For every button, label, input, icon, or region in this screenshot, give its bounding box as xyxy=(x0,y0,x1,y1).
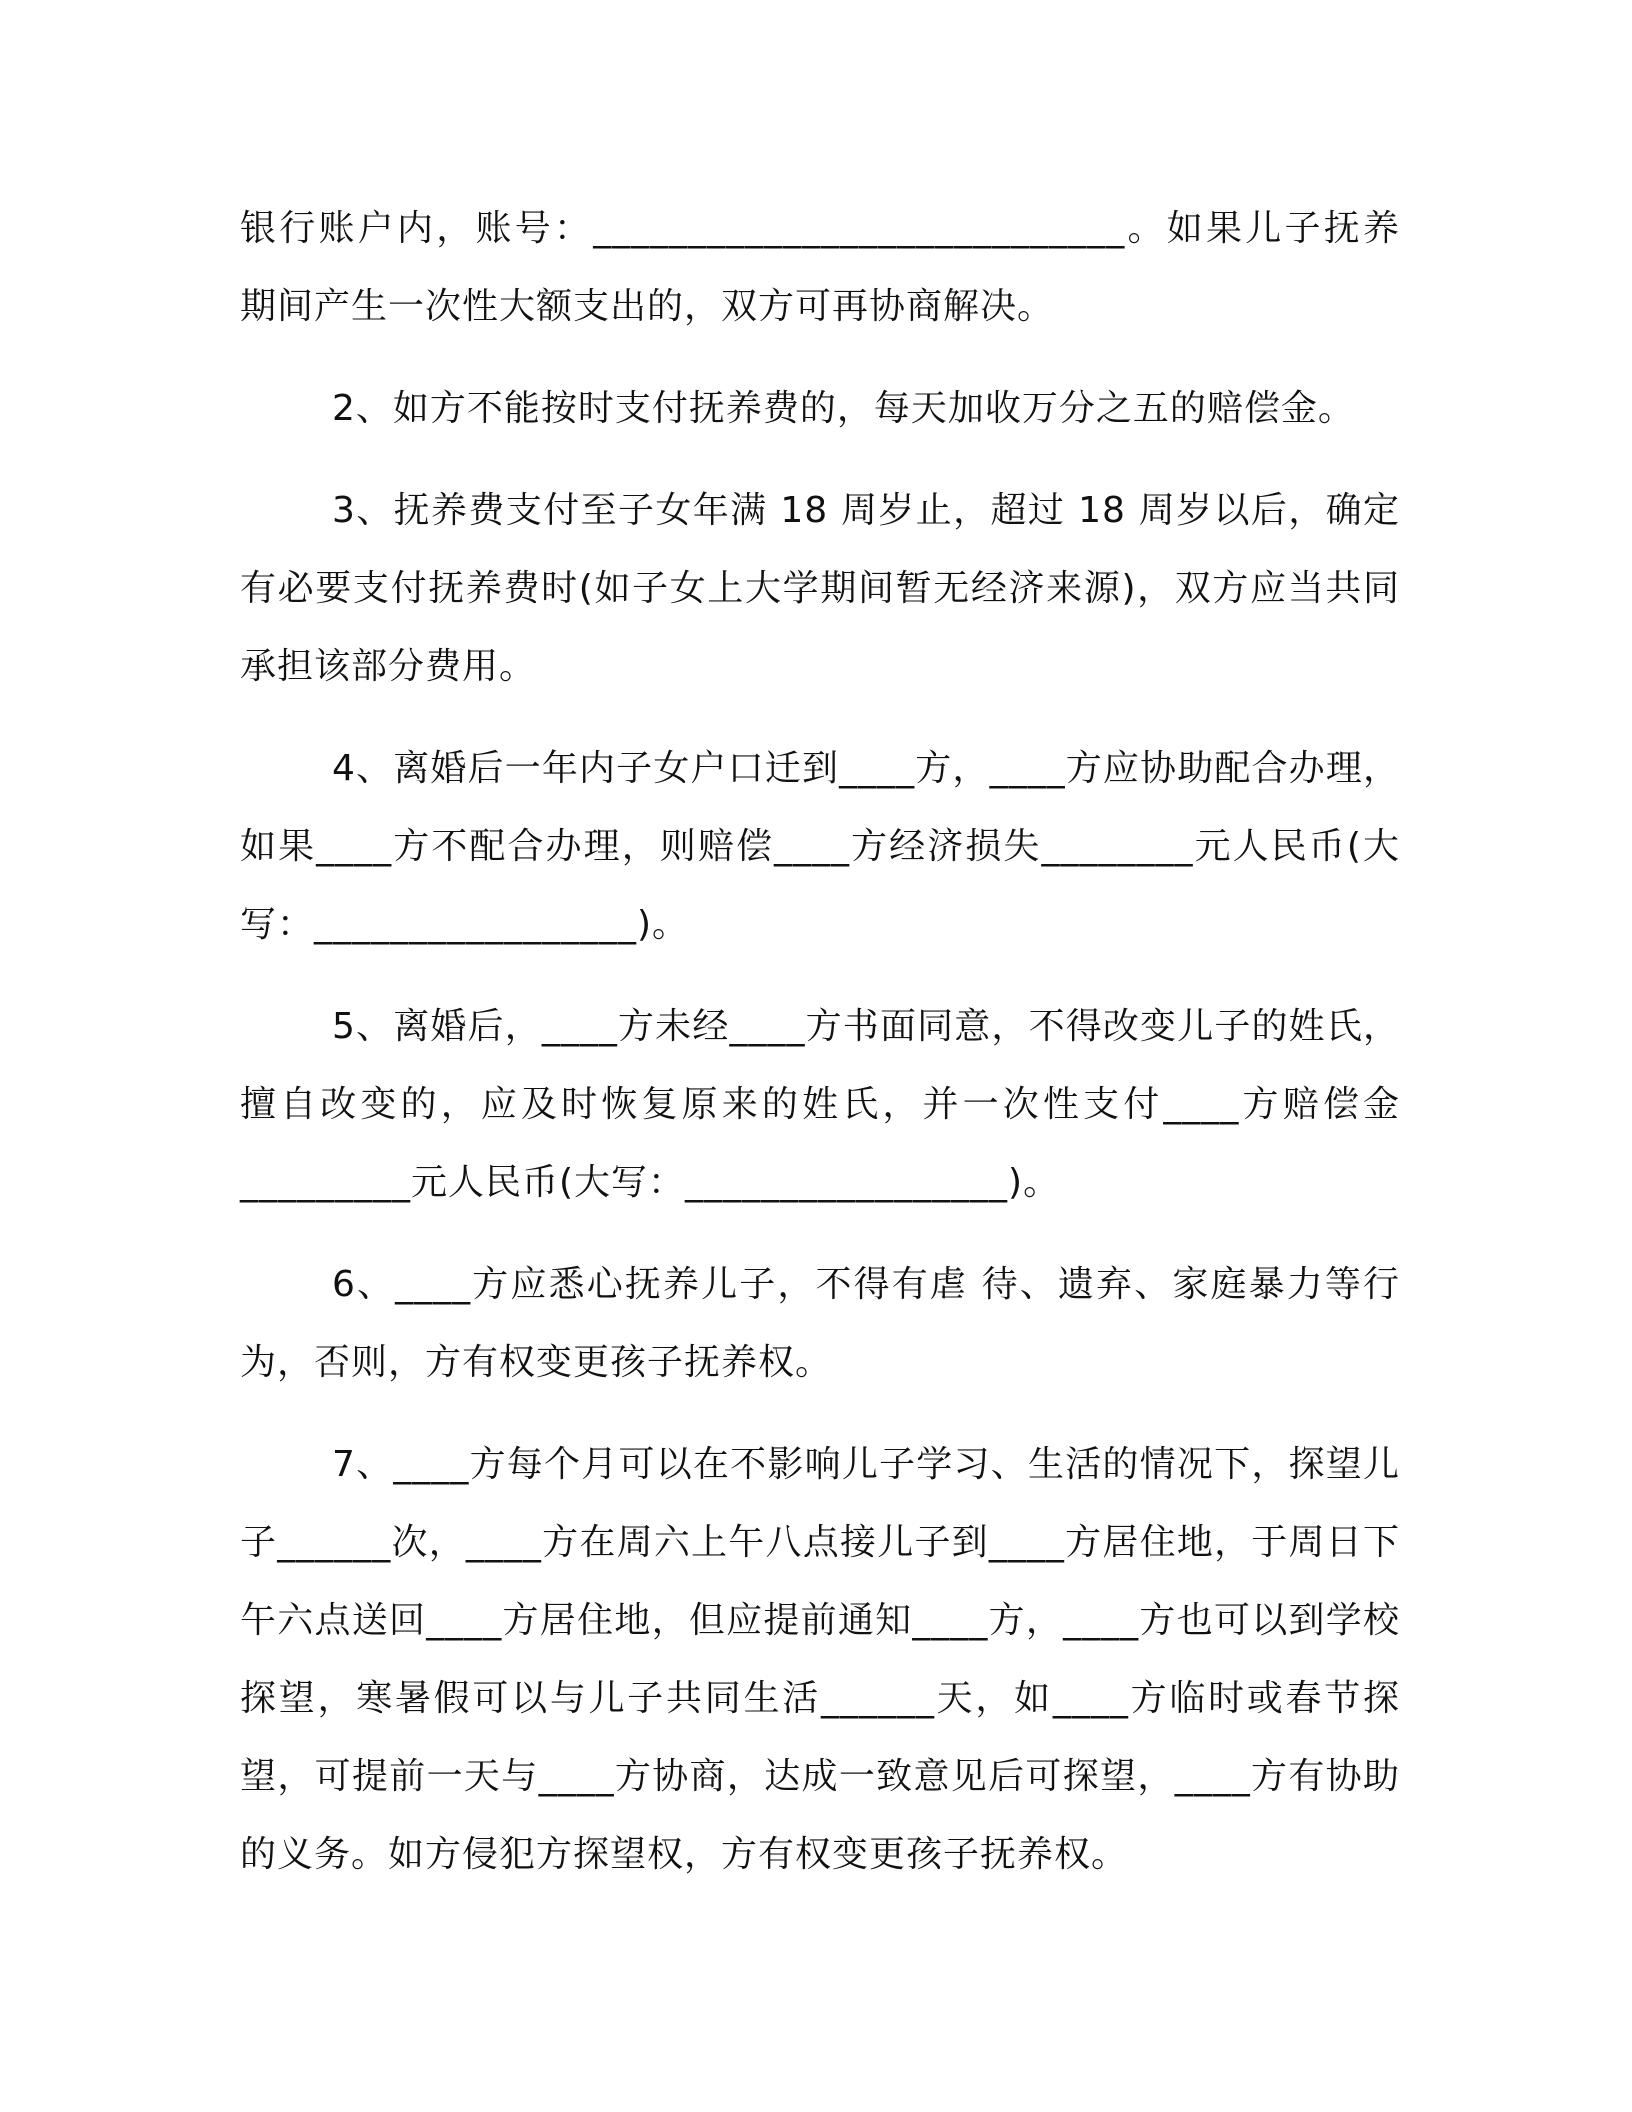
paragraph-4: 4、离婚后一年内子女户口迁到____方，____方应协助配合办理，如果____方不配合办理，则赔偿____方经济损失________元人民币(大写：_________________)。 xyxy=(240,748,1400,945)
paragraph-6: 6、____方应悉心抚养儿子，不得有虐 待、遗弃、家庭暴力等行为，否则，方有权变更孩子抚养权。 xyxy=(240,1264,1400,1383)
paragraph-1-continuation: 银行账户内，账号：____________________________。如果儿子抚养期间产生一次性大额支出的，双方可再协商解决。 xyxy=(240,208,1400,327)
paragraph-7: 7、____方每个月可以在不影响儿子学习、生活的情况下，探望儿子______次，____方在周六上午八点接儿子到____方居住地，于周日下午六点送回____方居住地，但应提前通知____方，____方也可以到学校探望，寒暑假可以与儿子共同生活______天，如____方临时或春节探望，可提前一天与____方协商，达成一致意见后可探望，____方有协助的义务。如方侵犯方探望权，方有权变更孩子抚养权。 xyxy=(240,1444,1400,1875)
document-body xyxy=(240,190,1400,1918)
paragraph-5: 5、离婚后，____方未经____方书面同意，不得改变儿子的姓氏，擅自改变的，应及时恢复原来的姓氏，并一次性支付____方赔偿金_________元人民币(大写：_________________)。 xyxy=(240,1006,1400,1203)
paragraph-2: 2、如方不能按时支付抚养费的，每天加收万分之五的赔偿金。 xyxy=(332,388,1355,429)
paragraph-3: 3、抚养费支付至子女年满 18 周岁止，超过 18 周岁以后，确定有必要支付抚养费时(如子女上大学期间暂无经济来源)，双方应当共同承担该部分费用。 xyxy=(240,490,1400,687)
